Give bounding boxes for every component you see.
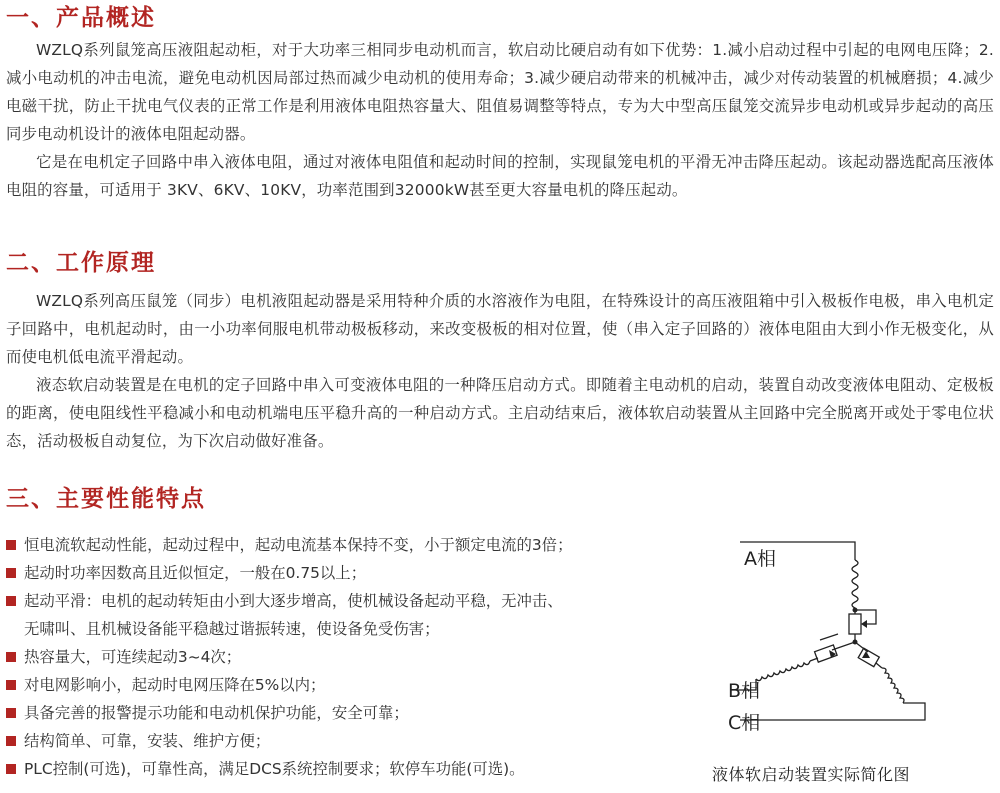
feature-item: 起动平滑：电机的起动转矩由小到大逐步增高，使机械设备起动平稳，无冲击、 — [6, 587, 696, 615]
phase-b-label: B相 — [728, 680, 761, 702]
overview-paragraph-2: 它是在电机定子回路中串入液体电阻，通过对液体电阻值和起动时间的控制，实现鼠笼电机的平滑无冲击降压起动。该起动器选配高压液体电阻的容量，可适用于 3KV、6KV、10KV，功率范围到32000kW甚至更大容量电机的降压起动。 — [6, 153, 994, 199]
feature-item: 对电网影响小，起动时电网压降在5%以内； — [6, 671, 696, 699]
section-title-principle: 二、工作原理 — [6, 250, 156, 276]
square-bullet-icon — [6, 596, 16, 606]
feature-item: PLC控制(可选)，可靠性高，满足DCS系统控制要求；软停车功能(可选)。 — [6, 755, 696, 783]
square-bullet-icon — [6, 708, 16, 718]
square-bullet-icon — [6, 568, 16, 578]
principle-paragraph-1: WZLQ系列高压鼠笼（同步）电机液阻起动器是采用特种介质的水溶液作为电阻，在特殊设计的高压液阻箱中引入极板作电极，串入电机定子回路中，电机起动时，由一小功率伺服电机带动极板移动，来改变极板的相对位置，使（串入定子回路的）液体电阻由大到小作无极变化，从而使电机低电流平滑起动。 — [6, 292, 994, 366]
feature-item: 结构简单、可靠，安装、维护方便； — [6, 727, 696, 755]
feature-item: 具备完善的报警提示功能和电动机保护功能，安全可靠； — [6, 699, 696, 727]
circuit-diagram — [700, 530, 1000, 793]
section-title-overview: 一、产品概述 — [6, 5, 156, 31]
feature-item: 恒电流软起动性能，起动过程中，起动电流基本保持不变，小于额定电流的3倍； — [6, 531, 696, 559]
overview-paragraph-1: WZLQ系列鼠笼高压液阻起动柜，对于大功率三相同步电动机而言，软启动比硬启动有如下优势：1.减小启动过程中引起的电网电压降；2.减小电动机的冲击电流，避免电动机因局部过热而减少电动机的使用寿命；3.减少硬启动带来的机械冲击，减少对传动装置的机械磨损；4.减少电磁干扰，防止干扰电气仪表的正常工作是利用液体电阻热容量大、阻值易调整等特点，专为大中型高压鼠笼交流异步电动机或异步起动的高压同步电动机设计的液体电阻起动器。 — [6, 41, 994, 143]
square-bullet-icon — [6, 652, 16, 662]
phase-a-label: A相 — [744, 548, 776, 570]
feature-item-continuation: 无啸叫、且机械设备能平稳越过谐振转速，使设备免受伤害； — [24, 620, 440, 638]
feature-item: 起动时功率因数高且近似恒定，一般在0.75以上； — [6, 559, 696, 587]
principle-paragraph-2: 液态软启动装置是在电机的定子回路中串入可变液体电阻的一种降压启动方式。即随着主电动机的启动，装置自动改变液体电阻动、定极板的距离，使电阻线性平稳减小和电动机端电压平稳升高的一种启动方式。主启动结束后，液体软启动装置从主回路中完全脱离开或处于零电位状态，活动极板自动复位，为下次启动做好准备。 — [6, 376, 994, 450]
square-bullet-icon — [6, 736, 16, 746]
diagram-caption: 液体软启动装置实际简化图 — [712, 765, 911, 784]
feature-item: 热容量大，可连续起动3~4次； — [6, 643, 696, 671]
square-bullet-icon — [6, 764, 16, 774]
section-title-features: 三、主要性能特点 — [6, 486, 206, 512]
feature-list — [6, 531, 696, 783]
square-bullet-icon — [6, 680, 16, 690]
phase-c-label: C相 — [728, 712, 761, 734]
square-bullet-icon — [6, 540, 16, 550]
